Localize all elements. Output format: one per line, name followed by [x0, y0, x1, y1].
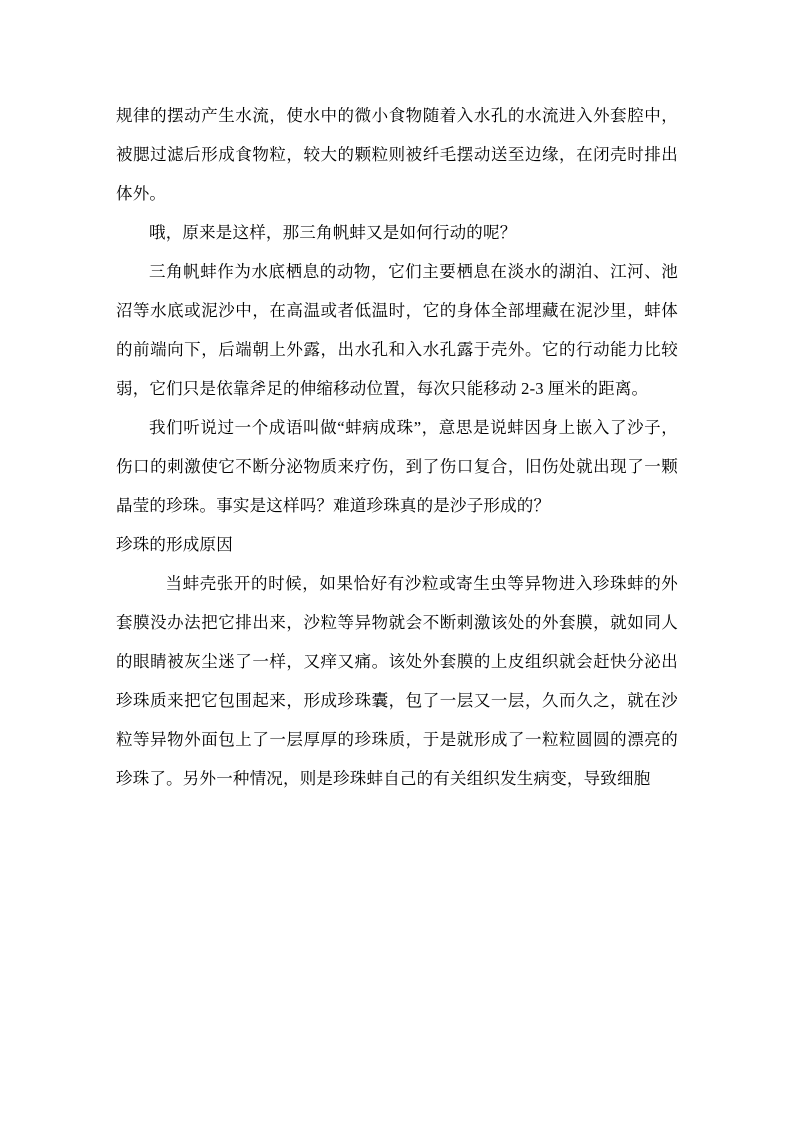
paragraph-idiom: 我们听说过一个成语叫做“蚌病成珠”，意思是说蚌因身上嵌入了沙子，伤口的刺激使它不断分泌物质来疗伤，到了伤口复合，旧伤处就出现了一颗晶莹的珍珠。事实是这样吗？难道珍珠真的是沙子形成的？	[116, 418, 678, 515]
document-body	[116, 96, 678, 798]
paragraph-pearl-formation: 当蚌壳张开的时候，如果恰好有沙粒或寄生虫等异物进入珍珠蚌的外套膜没办法把它排出来，沙粒等异物就会不断刺激该处的外套膜，就如同人的眼睛被灰尘迷了一样，又痒又痛。该处外套膜的上皮组织就会赶快分泌出珍珠质来把它包围起来，形成珍珠囊，包了一层又一层，久而久之，就在沙粒等异物外面包上了一层厚厚的珍珠质，于是就形成了一粒粒圆圆的漂亮的珍珠了。另外一种情况，则是珍珠蚌自己的有关组织发生病变，导致细胞	[116, 574, 678, 788]
paragraph-continuation: 规律的摆动产生水流，使水中的微小食物随着入水孔的水流进入外套腔中，被腮过滤后形成食物粒，较大的颗粒则被纤毛摆动送至边缘，在闭壳时排出体外。	[116, 106, 678, 203]
section-heading-pearl-formation: 珍珠的形成原因	[116, 535, 233, 554]
paragraph-dialogue: 哦，原来是这样，那三角帆蚌又是如何行动的呢？	[149, 223, 517, 242]
paragraph-habitat: 三角帆蚌作为水底栖息的动物，它们主要栖息在淡水的湖泊、江河、池沼等水底或泥沙中，在高温或者低温时，它的身体全部埋藏在泥沙里，蚌体的前端向下，后端朝上外露，出水孔和入水孔露于壳外。它的行动能力比较弱，它们只是依靠斧足的伸缩移动位置，每次只能移动 2-3 厘米的距离。	[116, 262, 678, 398]
